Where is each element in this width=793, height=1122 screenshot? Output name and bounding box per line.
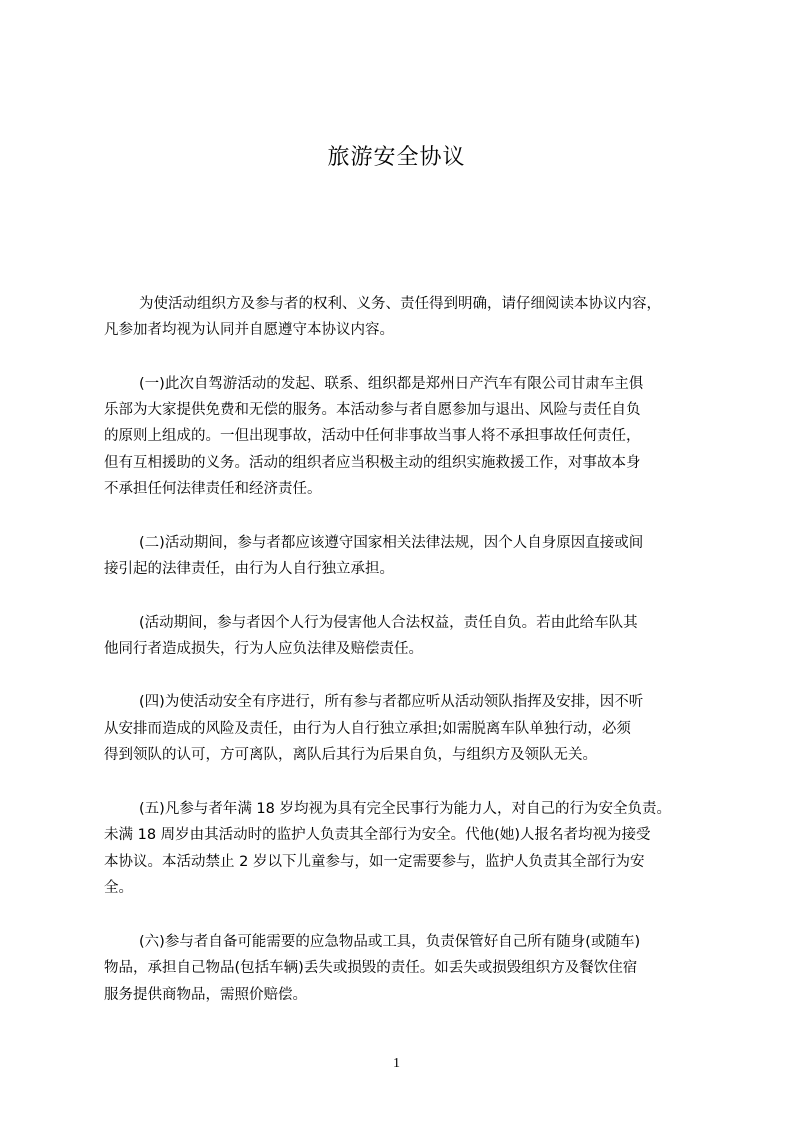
clause-4-line: 得到领队的认可，方可离队，离队后其行为后果自负，与组织方及领队无关。 (104, 747, 597, 763)
clause-1-line: 但有互相援助的义务。活动的组织者应当积极主动的组织实施救援工作，对事故本身 (104, 455, 641, 471)
clause-1-line: 不承担任何法律责任和经济责任。 (104, 481, 322, 497)
clause-5-line: 本协议。本活动禁止 2 岁以下儿童参与，如一定需要参与，监护人负责其全部行为安 (104, 854, 645, 870)
document-title: 旅游安全协议 (327, 145, 466, 170)
intro-line: 凡参加者均视为认同并自愿遵守本协议内容。 (104, 322, 394, 338)
clause-5-line: (五)凡参与者年满 18 岁均视为具有完全民事行为能力人，对自己的行为安全负责。 (139, 801, 671, 817)
clause-4-line: 从安排而造成的风险及责任，由行为人自行独立承担;如需脱离车队单独行动，必须 (104, 721, 631, 737)
clause-1-line: (一)此次自驾游活动的发起、联系、组织都是郑州日产汽车有限公司甘肃车主俱 (139, 376, 644, 392)
clause-6-line: 物品，承担自己物品(包括车辆)丢失或损毁的责任。如丢失或损毁组织方及餐饮住宿 (104, 960, 638, 976)
clause-2-line: (二)活动期间，参与者都应该遵守国家相关法律法规，因个人自身原因直接或间 (139, 535, 644, 551)
clause-2-line: 接引起的法律责任，由行为人自行独立承担。 (104, 561, 394, 577)
clause-1-line: 的原则上组成的。一但出现事故，活动中任何非事故当事人将不承担事故任何责任， (104, 428, 641, 444)
intro-line: 为使活动组织方及参与者的权利、义务、责任得到明确，请仔细阅读本协议内容， (139, 296, 661, 312)
clause-3-line: 他同行者造成损失，行为人应负法律及赔偿责任。 (104, 641, 423, 657)
clause-1-line: 乐部为大家提供免费和无偿的服务。本活动参与者自愿参加与退出、风险与责任自负 (104, 402, 641, 418)
clause-4-line: (四)为使活动安全有序进行，所有参与者都应听从活动领队指挥及安排，因不听 (139, 694, 644, 710)
clause-3-line: (活动期间，参与者因个人行为侵害他人合法权益，责任自负。若由此给车队其 (139, 615, 638, 631)
clause-5-line: 全。 (104, 880, 133, 896)
clause-6-line: 服务提供商物品，需照价赔偿。 (104, 987, 307, 1003)
clause-5-line: 未满 18 周岁由其活动时的监护人负责其全部行为安全。代他(她)人报名者均视为接受 (104, 827, 651, 843)
clause-6-line: (六)参与者自备可能需要的应急物品或工具，负责保管好自己所有随身(或随车) (139, 934, 641, 950)
page-number: 1 (393, 1056, 400, 1071)
